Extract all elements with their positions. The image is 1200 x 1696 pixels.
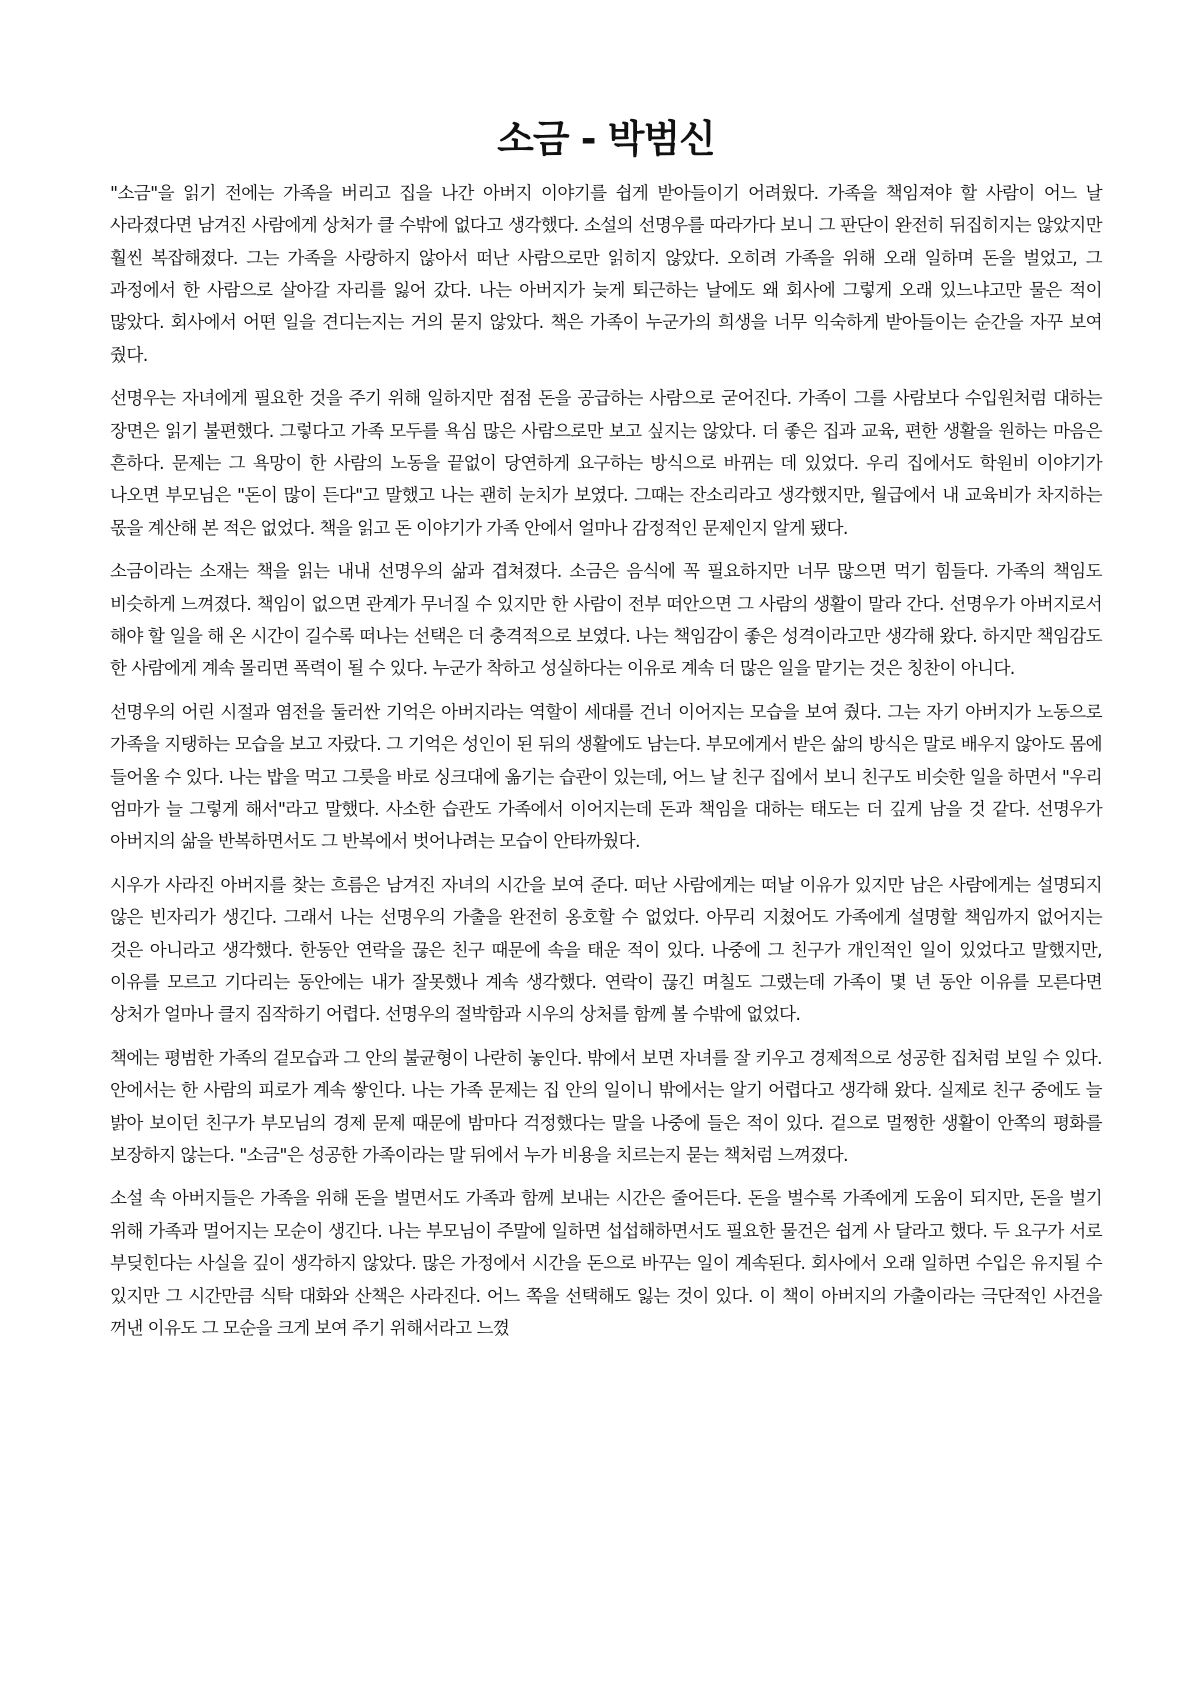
- body-paragraph-4: 선명우의 어린 시절과 염전을 둘러싼 기억은 아버지라는 역할이 세대를 건너 이어지는 모습을 보여 줬다. 그는 자기 아버지가 노동으로 가족을 지탱하는 모습을 보고 자랐다. 그 기억은 성인이 된 뒤의 생활에도 남는다. 부모에게서 받은 삶의 방식은 말로 배우지 않아도 몸에 들어올 수 있다. 나는 밥을 먹고 그릇을 바로 싱크대에 옮기는 습관이 있는데, 어느 날 친구 집에서 보니 친구도 비슷한 일을 하면서 "우리 엄마가 늘 그렇게 해서"라고 말했다. 사소한 습관도 가족에서 이어지는데 돈과 책임을 대하는 태도는 더 깊게 남을 것 같다. 선명우가 아버지의 삶을 반복하면서도 그 반복에서 벗어나려는 모습이 안타까웠다.: [110, 702, 1102, 853]
- body-paragraph-1: "소금"을 읽기 전에는 가족을 버리고 집을 나간 아버지 이야기를 쉽게 받아들이기 어려웠다. 가족을 책임져야 할 사람이 어느 날 사라졌다면 남겨진 사람에게 상처가 클 수밖에 없다고 생각했다. 소설의 선명우를 따라가다 보니 그 판단이 완전히 뒤집히지는 않았지만 훨씬 복잡해졌다. 그는 가족을 사랑하지 않아서 떠난 사람으로만 읽히지 않았다. 오히려 가족을 위해 오래 일하며 돈을 벌었고, 그 과정에서 한 사람으로 살아갈 자리를 잃어 갔다. 나는 아버지가 늦게 퇴근하는 날에도 왜 회사에 그렇게 오래 있느냐고만 물은 적이 많았다. 회사에서 어떤 일을 견디는지는 거의 묻지 않았다. 책은 가족이 누군가의 희생을 너무 익숙하게 받아들이는 순간을 자꾸 보여 줬다.: [110, 183, 1102, 366]
- body-paragraph-5: 시우가 사라진 아버지를 찾는 흐름은 남겨진 자녀의 시간을 보여 준다. 떠난 사람에게는 떠날 이유가 있지만 남은 사람에게는 설명되지 않은 빈자리가 생긴다. 그래서 나는 선명우의 가출을 완전히 옹호할 수 없었다. 아무리 지쳤어도 가족에게 설명할 책임까지 없어지는 것은 아니라고 생각했다. 한동안 연락을 끊은 친구 때문에 속을 태운 적이 있다. 나중에 그 친구가 개인적인 일이 있었다고 말했지만, 이유를 모르고 기다리는 동안에는 내가 잘못했나 계속 생각했다. 연락이 끊긴 며칠도 그랬는데 가족이 몇 년 동안 이유를 모른다면 상처가 얼마나 클지 짐작하기 어렵다. 선명우의 절박함과 시우의 상처를 함께 볼 수밖에 없었다.: [110, 875, 1102, 1026]
- body-paragraph-7: 소설 속 아버지들은 가족을 위해 돈을 벌면서도 가족과 함께 보내는 시간은 줄어든다. 돈을 벌수록 가족에게 도움이 되지만, 돈을 벌기 위해 가족과 멀어지는 모순이 생긴다. 나는 부모님이 주말에 일하면 섭섭해하면서도 필요한 물건은 쉽게 사 달라고 했다. 두 요구가 서로 부딪힌다는 사실을 깊이 생각하지 않았다. 많은 가정에서 시간을 돈으로 바꾸는 일이 계속된다. 회사에서 오래 일하면 수입은 유지될 수 있지만 그 시간만큼 식탁 대화와 산책은 사라진다. 어느 쪽을 선택해도 잃는 것이 있다. 이 책이 아버지의 가출이라는 극단적인 사건을 꺼낸 이유도 그 모순을 크게 보여 주기 위해서라고 느꼈: [110, 1189, 1102, 1340]
- document-title: 소금 - 박범신: [497, 117, 715, 161]
- body-paragraph-2: 선명우는 자녀에게 필요한 것을 주기 위해 일하지만 점점 돈을 공급하는 사람으로 굳어진다. 가족이 그를 사람보다 수입원처럼 대하는 장면은 읽기 불편했다. 그렇다고 가족 모두를 욕심 많은 사람으로만 보고 싶지는 않았다. 더 좋은 집과 교육, 편한 생활을 원하는 마음은 흔하다. 문제는 그 욕망이 한 사람의 노동을 끝없이 당연하게 요구하는 방식으로 바뀌는 데 있었다. 우리 집에서도 학원비 이야기가 나오면 부모님은 "돈이 많이 든다"고 말했고 나는 괜히 눈치가 보였다. 그때는 잔소리라고 생각했지만, 월급에서 내 교육비가 차지하는 몫을 계산해 본 적은 없었다. 책을 읽고 돈 이야기가 가족 안에서 얼마나 감정적인 문제인지 알게 됐다.: [110, 389, 1102, 539]
- body-paragraph-6: 책에는 평범한 가족의 겉모습과 그 안의 불균형이 나란히 놓인다. 밖에서 보면 자녀를 잘 키우고 경제적으로 성공한 집처럼 보일 수 있다. 안에서는 한 사람의 피로가 계속 쌓인다. 나는 가족 문제는 집 안의 일이니 밖에서는 알기 어렵다고 생각해 왔다. 실제로 친구 중에도 늘 밝아 보이던 친구가 부모님의 경제 문제 때문에 밤마다 걱정했다는 말을 나중에 들은 적이 있다. 겉으로 멀쩡한 생활이 안쪽의 평화를 보장하지 않는다. "소금"은 성공한 가족이라는 말 뒤에서 누가 비용을 치르는지 묻는 책처럼 느껴졌다.: [110, 1048, 1102, 1167]
- body-paragraph-3: 소금이라는 소재는 책을 읽는 내내 선명우의 삶과 겹쳐졌다. 소금은 음식에 꼭 필요하지만 너무 많으면 먹기 힘들다. 가족의 책임도 비슷하게 느껴졌다. 책임이 없으면 관계가 무너질 수 있지만 한 사람이 전부 떠안으면 그 사람의 생활이 말라 간다. 선명우가 아버지로서 해야 할 일을 해 온 시간이 길수록 떠나는 선택은 더 충격적으로 보였다. 나는 책임감이 좋은 성격이라고만 생각해 왔다. 하지만 책임감도 한 사람에게 계속 몰리면 폭력이 될 수 있다. 누군가 착하고 성실하다는 이유로 계속 더 많은 일을 맡기는 것은 칭찬이 아니다.: [110, 562, 1102, 680]
